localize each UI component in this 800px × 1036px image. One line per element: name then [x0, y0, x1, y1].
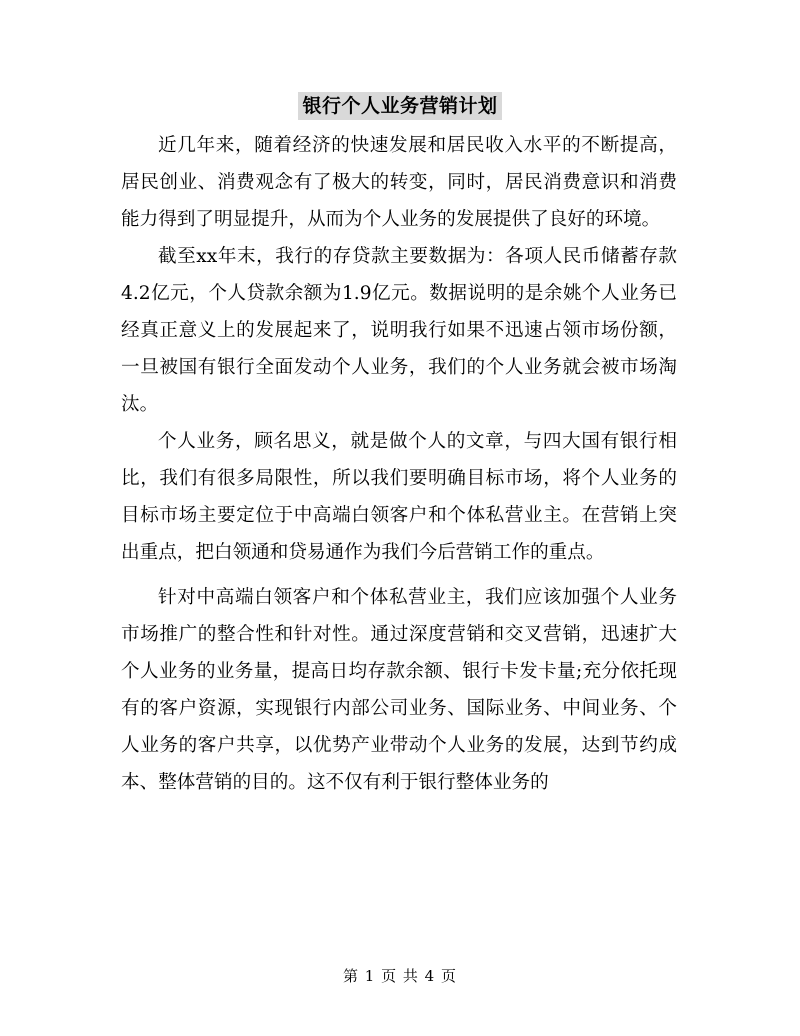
paragraph-2: 截至xx年末，我行的存贷款主要数据为：各项人民币储蓄存款4.2亿元，个人贷款余额为1.9亿元。数据说明的是余姚个人业务已经真正意义上的发展起来了，说明我行如果不迅速占领市场份额，一旦被国有银行全面发动个人业务，我们的个人业务就会被市场淘汰。	[121, 246, 677, 415]
page-footer: 第 1 页 共 4 页	[343, 967, 457, 985]
title-container	[0, 92, 800, 120]
paragraph-3: 个人业务，顾名思义，就是做个人的文章，与四大国有银行相比，我们有很多局限性，所以我们要明确目标市场，将个人业务的目标市场主要定位于中高端白领客户和个体私营业主。在营销上突出重点，把白领通和贷易通作为我们今后营销工作的重点。	[121, 431, 677, 563]
paragraph-4: 针对中高端白领客户和个体私营业主，我们应该加强个人业务市场推广的整合性和针对性。通过深度营销和交叉营销，迅速扩大个人业务的业务量，提高日均存款余额、银行卡发卡量;充分依托现有的客户资源，实现银行内部公司业务、国际业务、中间业务、个人业务的客户共享，以优势产业带动个人业务的发展，达到节约成本、整体营销的目的。这不仅有利于银行整体业务的	[121, 587, 677, 793]
paragraph-1: 近几年来，随着经济的快速发展和居民收入水平的不断提高，居民创业、消费观念有了极大的转变，同时，居民消费意识和消费能力得到了明显提升，从而为个人业务的发展提供了良好的环境。	[121, 135, 677, 230]
document-body	[121, 127, 677, 801]
document-title: 银行个人业务营销计划	[298, 92, 501, 120]
